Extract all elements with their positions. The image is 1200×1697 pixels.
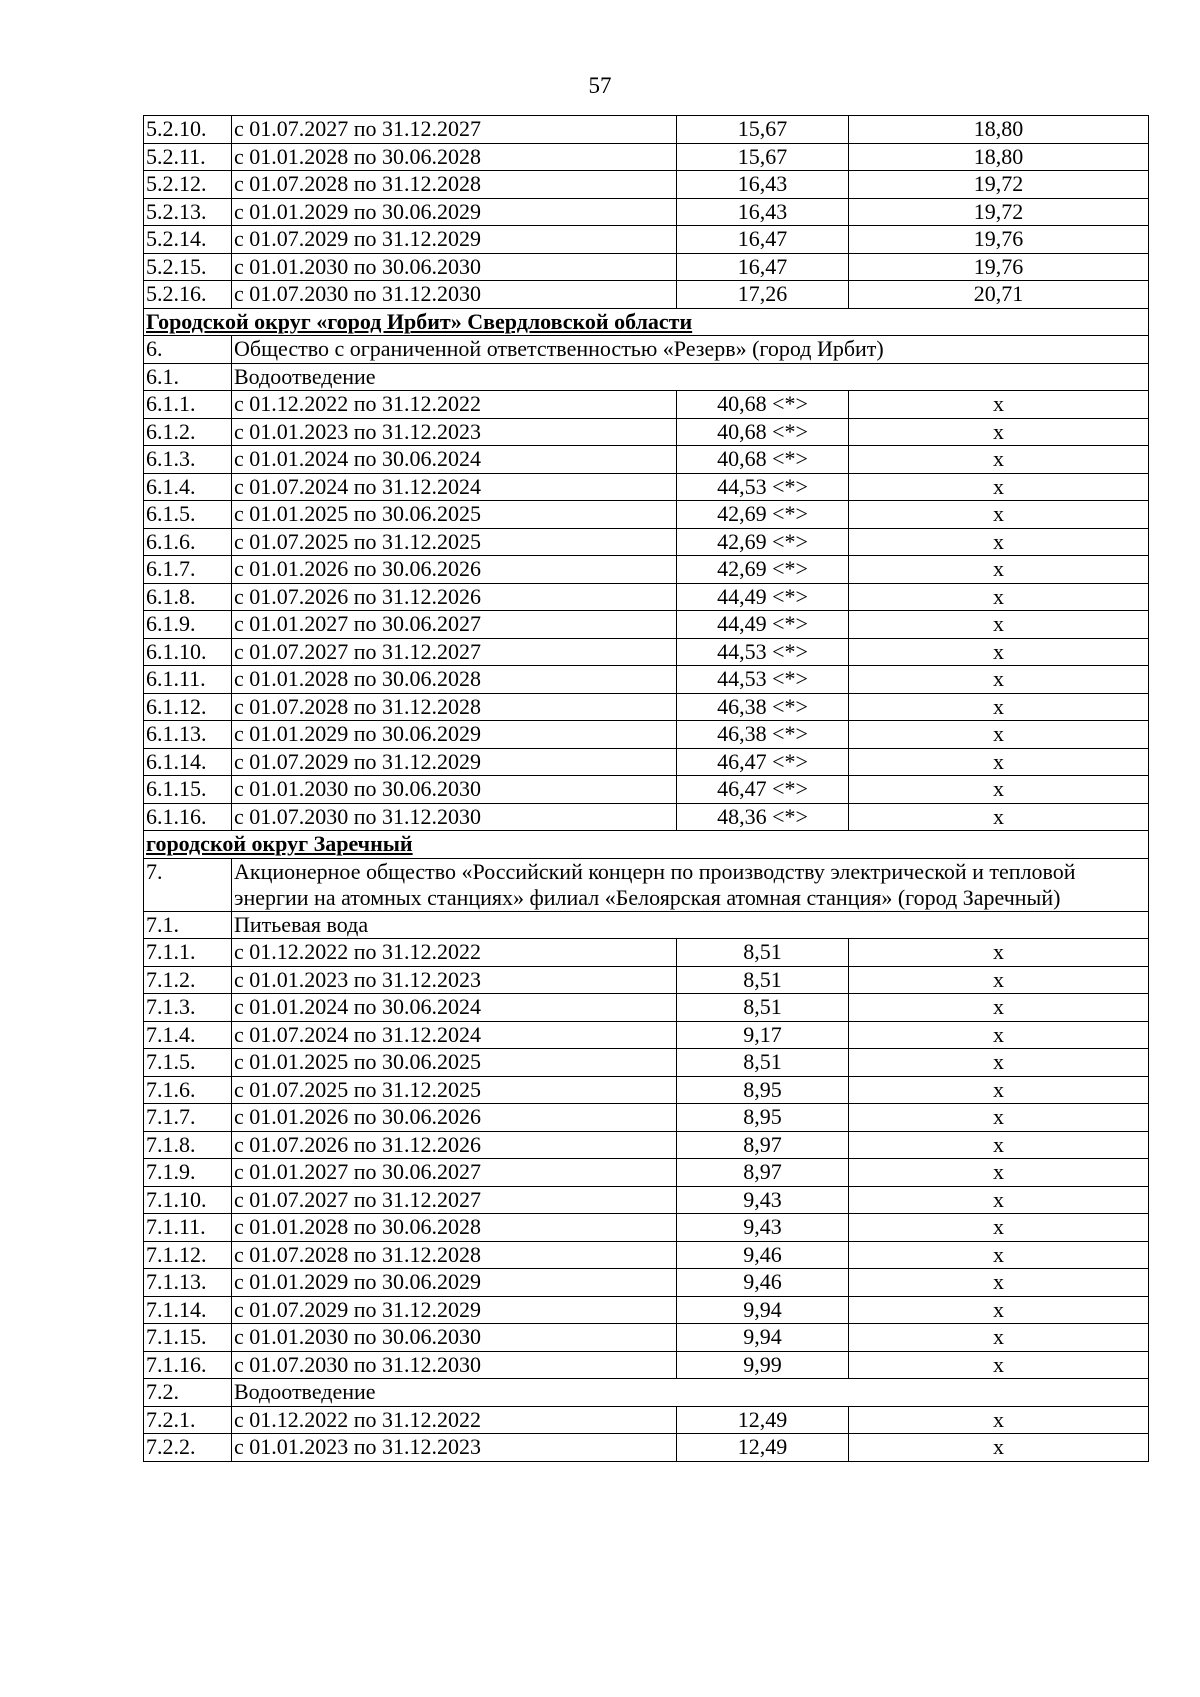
row-value-2: x — [849, 1214, 1149, 1242]
group-row — [144, 858, 1149, 911]
table-row — [144, 143, 1149, 171]
row-period: с 01.07.2025 по 31.12.2025 — [232, 1076, 677, 1104]
row-period: с 01.07.2029 по 31.12.2029 — [232, 226, 677, 254]
row-code: 6.1.9. — [144, 611, 232, 639]
row-code: 6.1.3. — [144, 446, 232, 474]
row-value-2: x — [849, 1406, 1149, 1434]
tariff-table-body — [144, 116, 1149, 1462]
row-value-2: 18,80 — [849, 143, 1149, 171]
row-value-2: x — [849, 391, 1149, 419]
row-value-2: x — [849, 528, 1149, 556]
group-title: Акционерное общество «Российский концерн по производству электрической и тепловой энергии на атомных станциях» филиал «Белоярская атомная станция» (город Заречный) — [232, 858, 1149, 911]
table-row — [144, 939, 1149, 967]
row-period: с 01.01.2029 по 30.06.2029 — [232, 1269, 677, 1297]
row-code: 6.1. — [144, 363, 232, 391]
row-value-2: x — [849, 1021, 1149, 1049]
row-period: с 01.01.2025 по 30.06.2025 — [232, 1049, 677, 1077]
row-code: 7.1.8. — [144, 1131, 232, 1159]
row-code: 6.1.11. — [144, 666, 232, 694]
row-period: с 01.07.2028 по 31.12.2028 — [232, 693, 677, 721]
row-code: 7.1.15. — [144, 1324, 232, 1352]
row-code: 7.1.6. — [144, 1076, 232, 1104]
row-value-1: 16,43 — [677, 198, 849, 226]
table-row — [144, 391, 1149, 419]
page-number: 57 — [588, 73, 612, 98]
row-value-2: x — [849, 501, 1149, 529]
row-value-1: 44,53 <*> — [677, 473, 849, 501]
row-value-1: 42,69 <*> — [677, 501, 849, 529]
row-value-1: 48,36 <*> — [677, 803, 849, 831]
row-code: 6.1.1. — [144, 391, 232, 419]
row-value-2: x — [849, 611, 1149, 639]
row-value-2: x — [849, 1269, 1149, 1297]
row-value-1: 9,94 — [677, 1296, 849, 1324]
row-value-1: 44,49 <*> — [677, 583, 849, 611]
table-row — [144, 666, 1149, 694]
row-code: 6.1.10. — [144, 638, 232, 666]
row-value-1: 40,68 <*> — [677, 446, 849, 474]
table-row — [144, 803, 1149, 831]
row-value-1: 44,49 <*> — [677, 611, 849, 639]
row-value-1: 40,68 <*> — [677, 418, 849, 446]
row-value-2: 20,71 — [849, 281, 1149, 309]
row-value-1: 8,51 — [677, 966, 849, 994]
row-code: 6.1.12. — [144, 693, 232, 721]
row-code: 5.2.13. — [144, 198, 232, 226]
row-value-2: x — [849, 1324, 1149, 1352]
row-period: с 01.12.2022 по 31.12.2022 — [232, 1406, 677, 1434]
row-code: 7. — [144, 858, 232, 911]
row-value-2: x — [849, 721, 1149, 749]
section-heading: Городской округ «город Ирбит» Свердловской области — [144, 308, 1149, 336]
row-period: с 01.01.2030 по 30.06.2030 — [232, 1324, 677, 1352]
row-code: 7.2.2. — [144, 1434, 232, 1462]
row-code: 7.1.13. — [144, 1269, 232, 1297]
table-row — [144, 611, 1149, 639]
row-value-2: x — [849, 966, 1149, 994]
row-period: с 01.07.2030 по 31.12.2030 — [232, 281, 677, 309]
row-value-2: 19,76 — [849, 226, 1149, 254]
group-title: Водоотведение — [232, 363, 1149, 391]
row-value-2: x — [849, 1186, 1149, 1214]
group-row — [144, 336, 1149, 364]
row-value-1: 44,53 <*> — [677, 638, 849, 666]
row-period: с 01.12.2022 по 31.12.2022 — [232, 939, 677, 967]
row-code: 7.2.1. — [144, 1406, 232, 1434]
row-value-2: x — [849, 1351, 1149, 1379]
row-value-2: x — [849, 939, 1149, 967]
row-value-1: 15,67 — [677, 143, 849, 171]
table-row — [144, 116, 1149, 144]
row-period: с 01.07.2028 по 31.12.2028 — [232, 171, 677, 199]
row-period: с 01.01.2028 по 30.06.2028 — [232, 666, 677, 694]
row-value-1: 9,46 — [677, 1241, 849, 1269]
table-row — [144, 253, 1149, 281]
table-row — [144, 226, 1149, 254]
row-period: с 01.01.2029 по 30.06.2029 — [232, 198, 677, 226]
row-value-2: x — [849, 1104, 1149, 1132]
table-row — [144, 583, 1149, 611]
row-value-2: x — [849, 1241, 1149, 1269]
table-row — [144, 198, 1149, 226]
row-period: с 01.01.2029 по 30.06.2029 — [232, 721, 677, 749]
row-value-2: 18,80 — [849, 116, 1149, 144]
row-period: с 01.12.2022 по 31.12.2022 — [232, 391, 677, 419]
row-code: 6.1.5. — [144, 501, 232, 529]
row-value-2: x — [849, 803, 1149, 831]
row-code: 7.2. — [144, 1379, 232, 1407]
row-code: 7.1.9. — [144, 1159, 232, 1187]
row-period: с 01.01.2025 по 30.06.2025 — [232, 501, 677, 529]
row-code: 6.1.7. — [144, 556, 232, 584]
row-code: 7.1.4. — [144, 1021, 232, 1049]
row-period: с 01.01.2030 по 30.06.2030 — [232, 253, 677, 281]
row-period: с 01.07.2024 по 31.12.2024 — [232, 1021, 677, 1049]
row-value-1: 9,46 — [677, 1269, 849, 1297]
row-code: 5.2.10. — [144, 116, 232, 144]
row-value-1: 42,69 <*> — [677, 528, 849, 556]
table-row — [144, 1049, 1149, 1077]
row-value-1: 44,53 <*> — [677, 666, 849, 694]
row-value-2: x — [849, 776, 1149, 804]
row-period: с 01.07.2024 по 31.12.2024 — [232, 473, 677, 501]
row-code: 6.1.15. — [144, 776, 232, 804]
row-code: 7.1.14. — [144, 1296, 232, 1324]
row-value-1: 46,47 <*> — [677, 748, 849, 776]
row-code: 6.1.14. — [144, 748, 232, 776]
table-row — [144, 721, 1149, 749]
row-value-2: x — [849, 418, 1149, 446]
table-row — [144, 1434, 1149, 1462]
row-code: 6.1.2. — [144, 418, 232, 446]
row-code: 7.1.3. — [144, 994, 232, 1022]
row-value-2: 19,76 — [849, 253, 1149, 281]
row-value-1: 9,43 — [677, 1214, 849, 1242]
row-value-2: x — [849, 666, 1149, 694]
row-value-2: x — [849, 1131, 1149, 1159]
row-value-1: 40,68 <*> — [677, 391, 849, 419]
group-title: Водоотведение — [232, 1379, 1149, 1407]
table-row — [144, 1351, 1149, 1379]
row-code: 7.1.10. — [144, 1186, 232, 1214]
row-period: с 01.07.2028 по 31.12.2028 — [232, 1241, 677, 1269]
row-value-1: 42,69 <*> — [677, 556, 849, 584]
row-period: с 01.01.2023 по 31.12.2023 — [232, 1434, 677, 1462]
row-value-2: x — [849, 1296, 1149, 1324]
table-row — [144, 1269, 1149, 1297]
row-code: 5.2.12. — [144, 171, 232, 199]
row-value-1: 46,38 <*> — [677, 721, 849, 749]
row-value-1: 9,43 — [677, 1186, 849, 1214]
row-period: с 01.07.2026 по 31.12.2026 — [232, 1131, 677, 1159]
row-period: с 01.07.2030 по 31.12.2030 — [232, 803, 677, 831]
row-value-2: x — [849, 556, 1149, 584]
row-code: 6.1.6. — [144, 528, 232, 556]
row-value-2: x — [849, 446, 1149, 474]
row-value-1: 17,26 — [677, 281, 849, 309]
row-period: с 01.01.2028 по 30.06.2028 — [232, 143, 677, 171]
section-row — [144, 831, 1149, 859]
row-code: 7.1.11. — [144, 1214, 232, 1242]
row-period: с 01.07.2029 по 31.12.2029 — [232, 748, 677, 776]
row-period: с 01.01.2024 по 30.06.2024 — [232, 446, 677, 474]
row-period: с 01.07.2027 по 31.12.2027 — [232, 1186, 677, 1214]
row-value-2: x — [849, 1076, 1149, 1104]
table-row — [144, 748, 1149, 776]
row-period: с 01.01.2028 по 30.06.2028 — [232, 1214, 677, 1242]
table-row — [144, 171, 1149, 199]
row-value-1: 46,47 <*> — [677, 776, 849, 804]
group-row — [144, 363, 1149, 391]
row-value-1: 9,17 — [677, 1021, 849, 1049]
table-row — [144, 281, 1149, 309]
row-code: 5.2.16. — [144, 281, 232, 309]
table-row — [144, 1021, 1149, 1049]
row-value-2: x — [849, 1049, 1149, 1077]
row-period: с 01.01.2027 по 30.06.2027 — [232, 611, 677, 639]
row-code: 5.2.11. — [144, 143, 232, 171]
group-title: Общество с ограниченной ответственностью «Резерв» (город Ирбит) — [232, 336, 1149, 364]
row-code: 7.1.1. — [144, 939, 232, 967]
row-period: с 01.01.2027 по 30.06.2027 — [232, 1159, 677, 1187]
table-row — [144, 966, 1149, 994]
row-value-2: x — [849, 638, 1149, 666]
row-period: с 01.07.2025 по 31.12.2025 — [232, 528, 677, 556]
tariff-table — [143, 115, 1149, 1462]
row-period: с 01.01.2026 по 30.06.2026 — [232, 556, 677, 584]
row-value-1: 8,97 — [677, 1159, 849, 1187]
table-row — [144, 776, 1149, 804]
row-code: 6.1.4. — [144, 473, 232, 501]
row-value-2: x — [849, 693, 1149, 721]
table-row — [144, 1104, 1149, 1132]
row-code: 7.1.16. — [144, 1351, 232, 1379]
row-value-1: 12,49 — [677, 1406, 849, 1434]
row-value-1: 8,51 — [677, 994, 849, 1022]
row-value-1: 9,99 — [677, 1351, 849, 1379]
row-value-1: 16,47 — [677, 226, 849, 254]
group-row — [144, 1379, 1149, 1407]
row-period: с 01.07.2027 по 31.12.2027 — [232, 116, 677, 144]
row-period: с 01.01.2023 по 31.12.2023 — [232, 418, 677, 446]
row-code: 7.1. — [144, 911, 232, 939]
row-period: с 01.01.2023 по 31.12.2023 — [232, 966, 677, 994]
row-period: с 01.07.2030 по 31.12.2030 — [232, 1351, 677, 1379]
table-row — [144, 1406, 1149, 1434]
row-value-2: x — [849, 1159, 1149, 1187]
group-title: Питьевая вода — [232, 911, 1149, 939]
row-value-1: 8,97 — [677, 1131, 849, 1159]
table-row — [144, 473, 1149, 501]
table-row — [144, 1214, 1149, 1242]
row-code: 6.1.8. — [144, 583, 232, 611]
row-value-1: 8,95 — [677, 1104, 849, 1132]
row-value-1: 8,51 — [677, 939, 849, 967]
row-value-2: x — [849, 748, 1149, 776]
row-value-2: x — [849, 1434, 1149, 1462]
table-row — [144, 1324, 1149, 1352]
row-period: с 01.07.2027 по 31.12.2027 — [232, 638, 677, 666]
row-code: 7.1.7. — [144, 1104, 232, 1132]
table-row — [144, 501, 1149, 529]
row-value-1: 9,94 — [677, 1324, 849, 1352]
row-code: 6.1.13. — [144, 721, 232, 749]
table-row — [144, 638, 1149, 666]
row-period: с 01.01.2030 по 30.06.2030 — [232, 776, 677, 804]
row-value-2: 19,72 — [849, 198, 1149, 226]
table-row — [144, 528, 1149, 556]
table-row — [144, 1186, 1149, 1214]
group-row — [144, 911, 1149, 939]
table-row — [144, 1076, 1149, 1104]
table-row — [144, 1241, 1149, 1269]
row-value-1: 8,95 — [677, 1076, 849, 1104]
row-value-1: 46,38 <*> — [677, 693, 849, 721]
row-value-1: 15,67 — [677, 116, 849, 144]
row-code: 5.2.14. — [144, 226, 232, 254]
row-period: с 01.01.2026 по 30.06.2026 — [232, 1104, 677, 1132]
table-row — [144, 693, 1149, 721]
section-row — [144, 308, 1149, 336]
table-row — [144, 418, 1149, 446]
row-code: 5.2.15. — [144, 253, 232, 281]
row-period: с 01.07.2029 по 31.12.2029 — [232, 1296, 677, 1324]
table-row — [144, 1159, 1149, 1187]
row-code: 6. — [144, 336, 232, 364]
table-row — [144, 446, 1149, 474]
row-code: 6.1.16. — [144, 803, 232, 831]
row-value-1: 8,51 — [677, 1049, 849, 1077]
row-code: 7.1.2. — [144, 966, 232, 994]
table-row — [144, 1296, 1149, 1324]
row-code: 7.1.5. — [144, 1049, 232, 1077]
table-row — [144, 994, 1149, 1022]
row-value-1: 16,47 — [677, 253, 849, 281]
row-value-2: x — [849, 583, 1149, 611]
row-period: с 01.07.2026 по 31.12.2026 — [232, 583, 677, 611]
row-period: с 01.01.2024 по 30.06.2024 — [232, 994, 677, 1022]
row-code: 7.1.12. — [144, 1241, 232, 1269]
table-row — [144, 556, 1149, 584]
row-value-2: x — [849, 994, 1149, 1022]
table-row — [144, 1131, 1149, 1159]
row-value-1: 12,49 — [677, 1434, 849, 1462]
row-value-2: 19,72 — [849, 171, 1149, 199]
row-value-2: x — [849, 473, 1149, 501]
row-value-1: 16,43 — [677, 171, 849, 199]
section-heading: городской округ Заречный — [144, 831, 1149, 859]
